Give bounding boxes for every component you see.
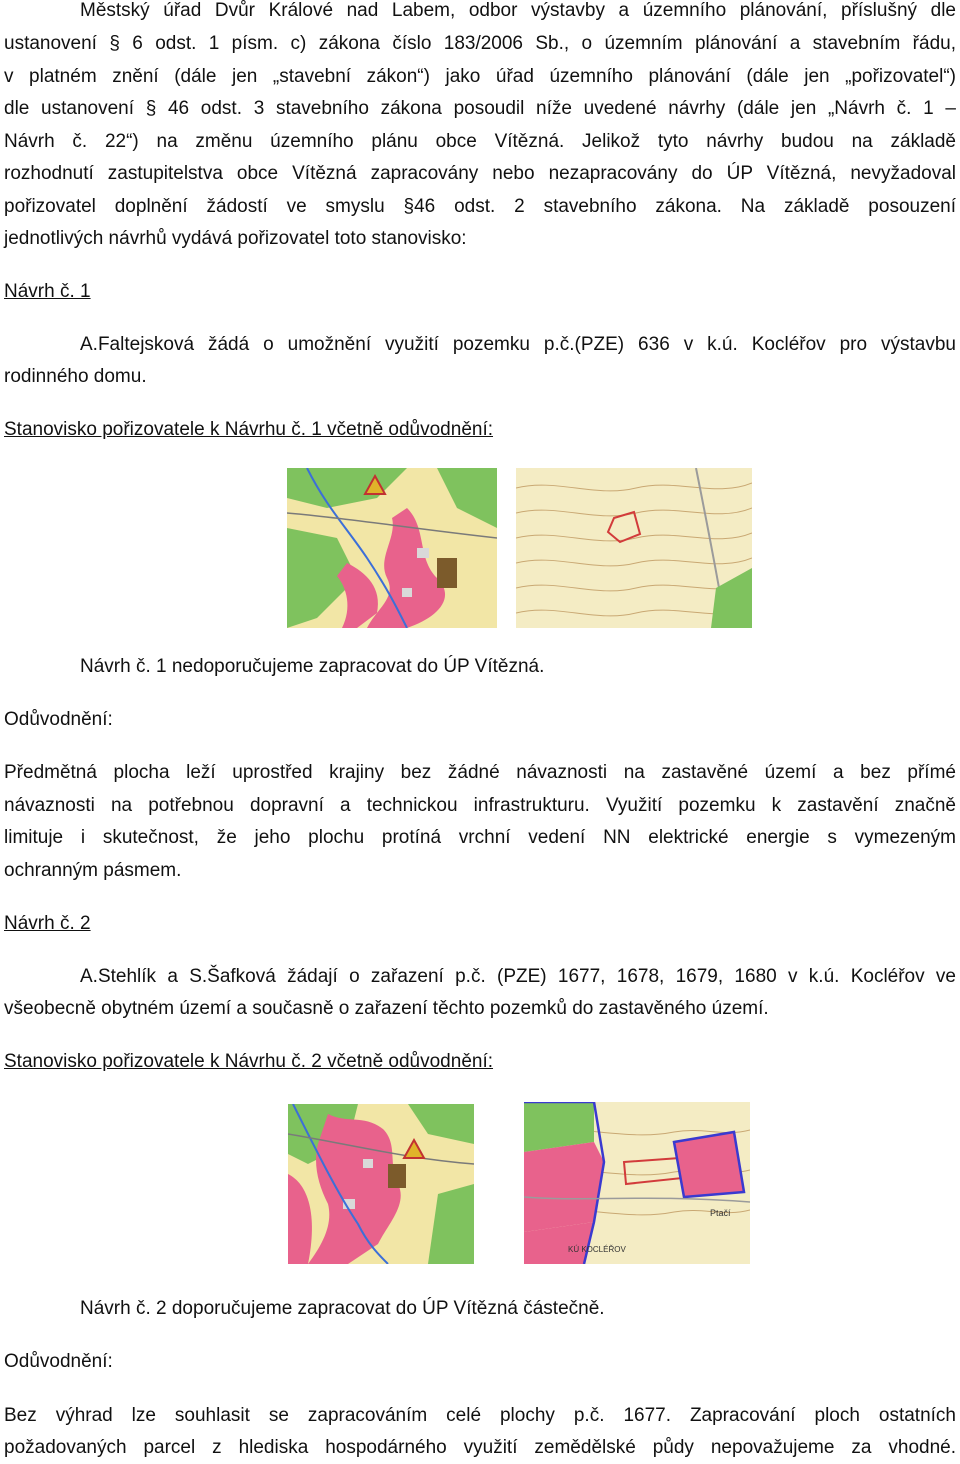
proposal-2-detail-map xyxy=(524,1102,750,1264)
map-label-ku: KÚ KOCLÉŘOV xyxy=(568,1245,626,1254)
proposal-1-request-line-1: A.Faltejsková žádá o umožnění využití pozemku p.č.(PZE) 636 v k.ú. Kocléřov pro výstavbu xyxy=(80,334,956,355)
proposal-2-heading: Návrh č. 2 xyxy=(4,913,91,934)
intro-line-5: Návrh č. 22“) na změnu územního plánu obce Vítězná. Jelikož tyto návrhy budou na základě xyxy=(4,131,956,152)
proposal-1-reason-line-4: ochranným pásmem. xyxy=(4,860,182,881)
proposal-1-request-line-2: rodinného domu. xyxy=(4,366,147,387)
proposal-1-reason-line-3: limituje i skutečnost, že jeho plochu protíná vrchní vedení NN elektrické energie s vymezeným xyxy=(4,827,956,848)
proposal-2-statement-heading: Stanovisko pořizovatele k Návrhu č. 2 včetně odůvodnění: xyxy=(4,1051,494,1072)
intro-line-1: Městský úřad Dvůr Králové nad Labem, odbor výstavby a územního plánování, příslušný dle xyxy=(80,0,956,21)
proposal-2-reason-line-1: Bez výhrad lze souhlasit se zapracováním celé plochy p.č. 1677. Zapracování ploch ostatních xyxy=(4,1405,956,1426)
proposal-2-reasoning-label: Odůvodnění: xyxy=(4,1351,113,1372)
proposal-1-statement-heading: Stanovisko pořizovatele k Návrhu č. 1 včetně odůvodnění: xyxy=(4,419,494,440)
intro-line-7: pořizovatel doplnění žádostí ve smyslu §46 odst. 2 stavebního zákona. Na základě posouzení xyxy=(4,196,956,217)
proposal-1-reason-line-2: návaznosti na potřebnou dopravní a technickou infrastrukturu. Využití pozemku k zastavění značně xyxy=(4,795,956,816)
proposal-2-request-line-1: A.Stehlík a S.Šafková žádají o zařazení p.č. (PZE) 1677, 1678, 1679, 1680 v k.ú. Kocléřov ve xyxy=(80,966,956,987)
intro-line-6: rozhodnutí zastupitelstva obce Vítězná zapracovány nebo nezapracovány do ÚP Vítězná, nevyžadoval xyxy=(4,163,956,184)
proposal-1-reasoning-label: Odůvodnění: xyxy=(4,709,113,730)
intro-line-3: v platném znění (dále jen „stavební zákon“) jako úřad územního plánování (dále jen „pořizovatel“) xyxy=(4,66,956,87)
proposal-1-reason-line-1: Předmětná plocha leží uprostřed krajiny bez žádné návaznosti na zastavěné území a bez přímé xyxy=(4,762,956,783)
proposal-2-verdict: Návrh č. 2 doporučujeme zapracovat do ÚP Vítězná částečně. xyxy=(80,1298,605,1319)
proposal-1-detail-map xyxy=(516,468,752,628)
proposal-1-verdict: Návrh č. 1 nedoporučujeme zapracovat do ÚP Vítězná. xyxy=(80,656,545,677)
intro-line-8: jednotlivých návrhů vydává pořizovatel toto stanovisko: xyxy=(4,228,467,249)
proposal-1-overview-map xyxy=(287,468,497,628)
proposal-1-heading: Návrh č. 1 xyxy=(4,281,91,302)
proposal-2-overview-map xyxy=(288,1104,474,1264)
map-label-ptaci: Ptačí xyxy=(710,1208,731,1218)
proposal-2-request-line-2: všeobecně obytném území a současně o zařazení těchto pozemků do zastavěného území. xyxy=(4,998,769,1019)
proposal-2-reason-line-2: požadovaných parcel z hlediska hospodárného využití zemědělské půdy nepovažujeme za vhodné. xyxy=(4,1437,956,1458)
intro-line-4: dle ustanovení § 46 odst. 3 stavebního zákona posoudil níže uvedené návrhy (dále jen „Návrh č. 1 – xyxy=(4,98,956,119)
intro-line-2: ustanovení § 6 odst. 1 písm. c) zákona číslo 183/2006 Sb., o územním plánování a stavebním řádu, xyxy=(4,33,956,54)
